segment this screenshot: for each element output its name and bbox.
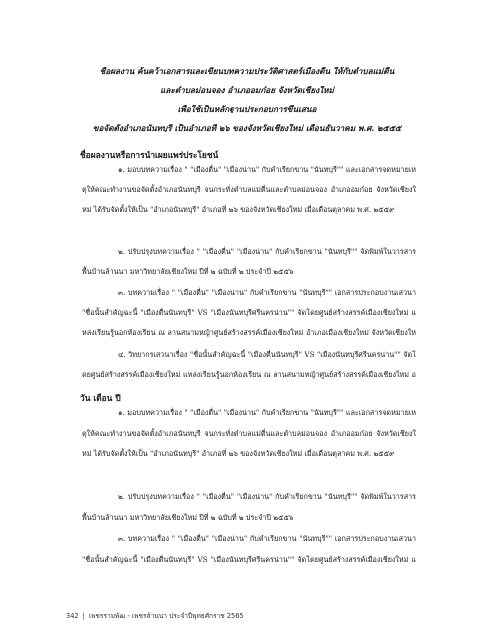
section-heading-public: ชื่อผลงานหรือการนำเผยแพร่ประโยชน์ <box>80 150 219 160</box>
public-item-4: ๔. วิทยากรเสวนาเรื่อง "ชื่อนั้นสำคัญฉะนี้ "เมืองตื่นนันทบุรี" VS "เมืองนันทบุรีศรีนครน่าน"" จัดโดยศูนย์สร้างสรรค์เมืองเชียงใหม่ แหล่งเรียนรู้นอกห้องเรียน ณ ลานสนามหญ้าศูนย์สร้างสรรค์เมืองเชียงใหม่ <box>82 350 416 380</box>
public-item-2: ๒. ปรับปรุงบทความเรื่อง " "เมืองตื่น" "เมืองน่าน" กับคำเรียกขาน "นันทบุรี"" จัดพิมพ์ในวารสารพื้นบ้านล้านนา มหาวิทยาลัยเชียงใหม่ ปีที่ ๒ ฉบับที่ ๒ ประจำปี ๒๕๕๖ <box>82 247 416 277</box>
footer-text: เพชรรามพัฒ - เพชรล้านนา ประจำปีพุทธศักราช 2565 <box>88 612 244 620</box>
footer-separator: | <box>82 612 85 620</box>
page-number: 342 <box>66 612 79 620</box>
title-line-3: เพื่อใช้เป็นหลักฐานประกอบการขึ้นเสนอ <box>177 105 317 114</box>
public-item-1: ๑. มอบบทความเรื่อง " "เมืองตื่น" "เมืองน่าน" กับคำเรียกขาน "นันทบุรี"" และเอกสารจดหมายเหตุให้คณะทำงานขอจัดตั้งอำเภอนันทบุรี จนกระทั่งตำบลแม่ตื่นและตำบลม่อนจอง อำเภออมก๋อย จังหวัดเชียงใหม่ ได้รับจัดตั้งให้เป็น "อำเภอนันทบุรี" อำเภอที่ ๒๖ ของจังหวัดเชียงใหม่ เมื่อเดือนตุลาคม พ.ศ. ๒๕๕๙ <box>82 165 416 215</box>
public-item-3: ๓. บทความเรื่อง " "เมืองตื่น" "เมืองน่าน" กับคำเรียกขาน "นันทบุรี"" เอกสารประกอบงานเสวนา "ชื่อนั้นสำคัญฉะนี้ "เมืองตื่นนันทบุรี" VS "เมืองนันทบุรีศรีนครน่าน"" จัดโดยศูนย์สร้างสรรค์เมืองเชียงใหม่ แหล่งเรียนรู้นอกห้องเรียน ณ ลานสนามหญ้าศูนย์สร้างสรรค์เมืองเชียงใหม่ อำเภอเมืองเชียงใหม่ จังหวัดเชียงให <box>82 288 416 338</box>
title-line-2: และตำบลม่อนจอง อำเภออมก๋อย จังหวัดเชียงใหม่ <box>160 86 334 95</box>
date-item-1: ๑. มอบบทความเรื่อง " "เมืองตื่น" "เมืองน่าน" กับคำเรียกขาน "นันทบุรี"" และเอกสารจดหมายเหตุให้คณะทำงานขอจัดตั้งอำเภอนันทบุรี จนกระทั่งตำบลแม่ตื่นและตำบลม่อนจอง อำเภออมก๋อย จังหวัดเชียงใหม่ ได้รับจัดตั้งให้เป็น "อำเภอนันทบุรี" อำเภอที่ ๒๖ ของจังหวัดเชียงใหม่ เมื่อเดือนตุลาคม พ.ศ. ๒๕๕๙ <box>82 408 416 459</box>
date-item-3: ๓. บทความเรื่อง " "เมืองตื่น" "เมืองน่าน" กับคำเรียกขาน "นันทบุรี"" เอกสารประกอบงานเสวนา "ชื่อนั้นสำคัญฉะนี้ "เมืองตื่นนันทบุรี" VS "เมืองนันทบุรีศรีนครน่าน"" จัดโดยศูนย์สร้างสรรค์เมืองเชียงใหม่ แ <box>82 534 416 564</box>
section-heading-date: วัน เดือน ปี <box>80 393 121 403</box>
date-item-2: ๒. ปรับปรุงบทความเรื่อง " "เมืองตื่น" "เมืองน่าน" กับคำเรียกขาน "นันทบุรี"" จัดพิมพ์ในวารสารพื้นบ้านล้านนา มหาวิทยาลัยเชียงใหม่ ปีที่ ๒ ฉบับที่ ๒ ประจำปี ๒๕๕๖ <box>82 492 416 522</box>
title-line-4: ขอจัดตั้งอำเภอนันทบุรี เป็นอำเภอที่ ๒๖ ของจังหวัดเชียงใหม่ เดือนธันวาคม พ.ศ. ๒๕๕๕ <box>92 124 402 133</box>
title-line-1: ชื่อผลงาน ค้นคว้าเอกสารและเขียนบทความประวัติศาสตร์เมืองตื่น ให้กับตำบลแม่ตื่น <box>99 67 395 76</box>
page-footer <box>66 610 244 621</box>
